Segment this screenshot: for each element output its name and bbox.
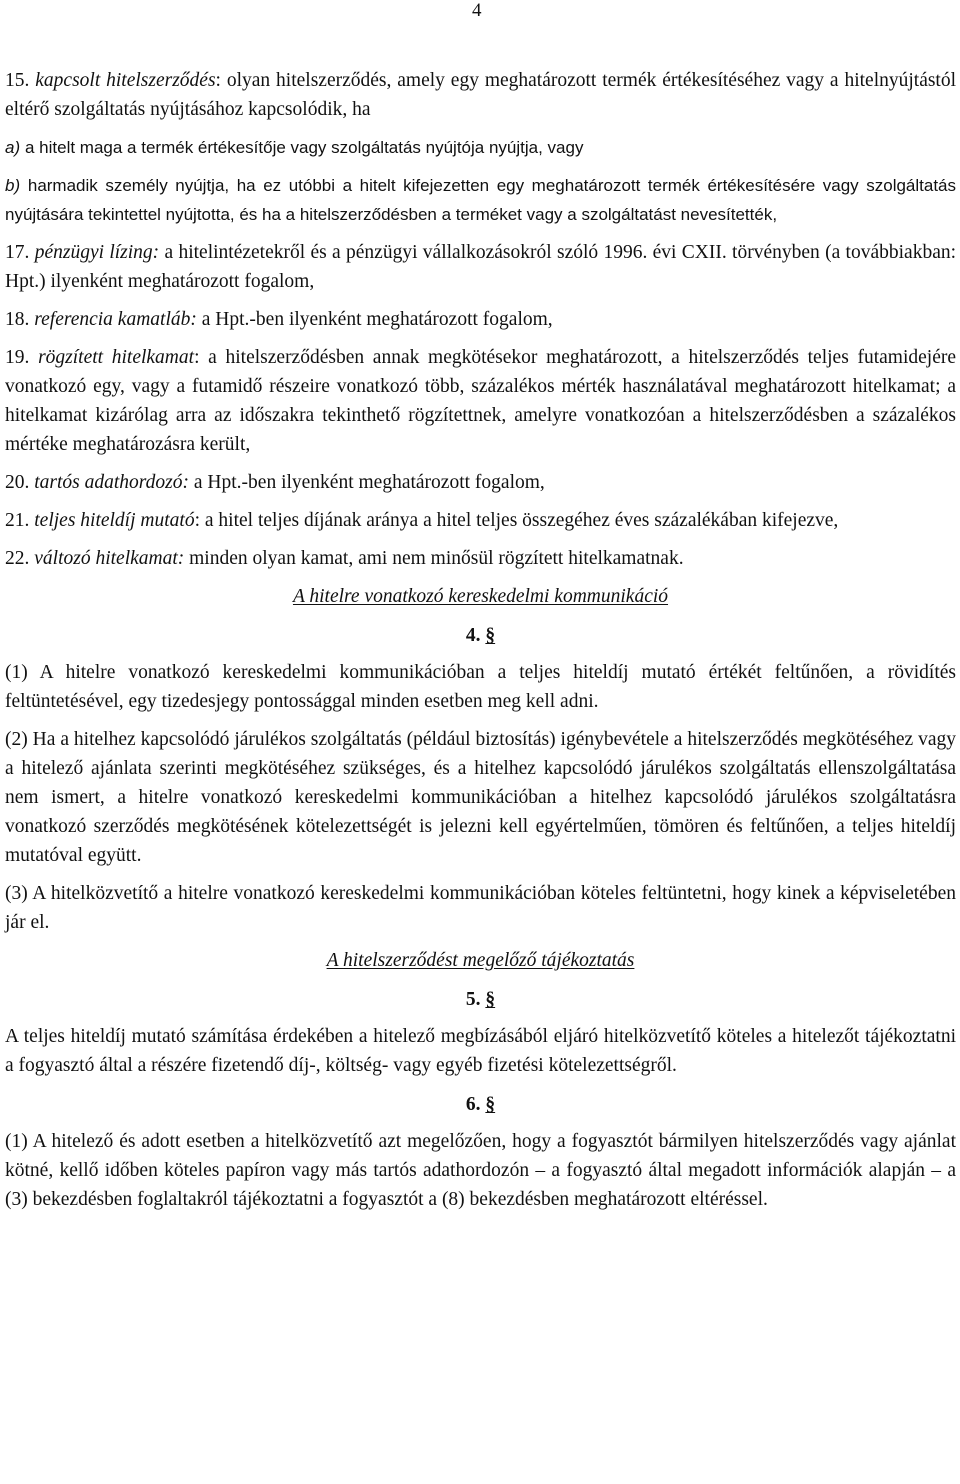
paragraph-sign: § bbox=[485, 989, 496, 1010]
definition-15: 15. kapcsolt hitelszerződés: olyan hitelszerződés, amely egy meghatározott termék értékesítéséhez vagy a hitelnyújtástól eltérő szolgáltatás nyújtásához kapcsolódik, ha bbox=[5, 70, 957, 120]
definition-term: pénzügyi lízing: bbox=[34, 242, 160, 263]
definition-term: tartós adathordozó: bbox=[34, 472, 190, 493]
definition-22: 22. változó hitelkamat: minden olyan kamat, ami nem minősül rögzített hitelkamatnak. bbox=[5, 548, 684, 569]
definition-term: rögzített hitelkamat bbox=[38, 347, 195, 368]
definition-term: referencia kamatláb: bbox=[34, 309, 197, 330]
section-number-6: 6. § bbox=[465, 1094, 496, 1115]
definition-term: teljes hiteldíj mutató bbox=[34, 510, 195, 531]
section-4-paragraph-1: (1) A hitelre vonatkozó kereskedelmi kommunikációban a teljes hiteldíj mutató értékét feltűnően, a rövidítés feltüntetésével, egy tizedesjegy pontossággal minden esetben meg kell adni. bbox=[5, 662, 956, 712]
section-number-5: 5. § bbox=[465, 989, 496, 1010]
definition-17: 17. pénzügyi lízing: a hitelintézetekről és a pénzügyi vállalkozásokról szóló 1996. évi CXII. törvényben (a továbbiakban: Hpt.) ilyenként meghatározott fogalom, bbox=[5, 242, 957, 292]
section-heading: A hitelszerződést megelőző tájékoztatás bbox=[326, 950, 635, 971]
definition-term: változó hitelkamat: bbox=[34, 548, 185, 569]
section-4-paragraph-3: (3) A hitelközvetítő a hitelre vonatkozó kereskedelmi kommunikációban köteles feltüntetni, hogy kinek a képviseletében jár el. bbox=[5, 883, 956, 933]
definition-term: kapcsolt hitelszerződés bbox=[35, 70, 216, 91]
definition-18: 18. referencia kamatláb: a Hpt.-ben ilyenként meghatározott fogalom, bbox=[5, 309, 553, 330]
section-number-4: 4. § bbox=[465, 625, 496, 646]
paragraph-sign: § bbox=[485, 1094, 496, 1115]
definition-21: 21. teljes hiteldíj mutató: a hitel teljes díjának aránya a hitel teljes összegéhez éves százalékában kifejezve, bbox=[5, 510, 839, 531]
section-heading: A hitelre vonatkozó kereskedelmi kommunikáció bbox=[292, 586, 669, 607]
definition-15-a: a) a hitelt maga a termék értékesítője vagy szolgáltatás nyújtója nyújtja, vagy bbox=[5, 138, 584, 157]
section-4-paragraph-2: (2) Ha a hitelhez kapcsolódó járulékos szolgáltatás (például biztosítás) igénybevétele a hitelszerződés megkötéséhez vagy a hitelező ajánlata szerinti megkötéséhez szükséges, és a hitelhez kapcsolódó járulékos szolgáltatás ellenszolgáltatása nem ismert, a hitelre vonatkozó kereskedelmi kommunikációban a hitelhez kapcsolódó járulékos szolgáltatásra vonatkozó szerződés megkötésének kötelezettségét is jelezni kell egyértelműen, tömören és feltűnően, a teljes hiteldíj mutatóval együtt. bbox=[5, 729, 956, 866]
definition-20: 20. tartós adathordozó: a Hpt.-ben ilyenként meghatározott fogalom, bbox=[5, 472, 545, 493]
definition-15-b: b) harmadik személy nyújtja, ha ez utóbbi a hitelt kifejezetten egy meghatározott termék értékesítésére vagy szolgáltatás nyújtására tekintettel nyújtotta, és ha a hitelszerződésben a terméket vagy a szolgáltatást nevesítették, bbox=[5, 176, 957, 224]
document-body bbox=[5, 66, 956, 1223]
paragraph-sign: § bbox=[485, 625, 496, 646]
page-number: 4 bbox=[472, 0, 482, 21]
section-6-paragraph-1: (1) A hitelező és adott esetben a hitelközvetítő azt megelőzően, hogy a fogyasztót bármilyen hitelszerződés vagy ajánlat kötné, kellő időben köteles papíron vagy más tartós adathordozón – a fogyasztó által megadott információk alapján – a (3) bekezdésben foglaltakról tájékoztatni a fogyasztót a (8) bekezdésben meghatározott eltéréssel. bbox=[5, 1131, 956, 1210]
definition-19: 19. rögzített hitelkamat: a hitelszerződésben annak megkötésekor meghatározott, a hitelszerződés teljes futamidejére vonatkozó egy, vagy a futamidő részeire vonatkozó több, százalékos mérték használatával meghatározott hitelkamat; a hitelkamat kizárólag arra az időszakra tekinthető rögzítettnek, amelyre vonatkozóan a hitelszerződésben a százalékos mértéke meghatározásra került, bbox=[5, 347, 956, 455]
section-5-paragraph-1: A teljes hiteldíj mutató számítása érdekében a hitelező megbízásából eljáró hitelközvetítő köteles a hitelezőt tájékoztatni a fogyasztó által a részére fizetendő díj-, költség- vagy egyéb fizetési kötelezettségről. bbox=[5, 1026, 956, 1076]
